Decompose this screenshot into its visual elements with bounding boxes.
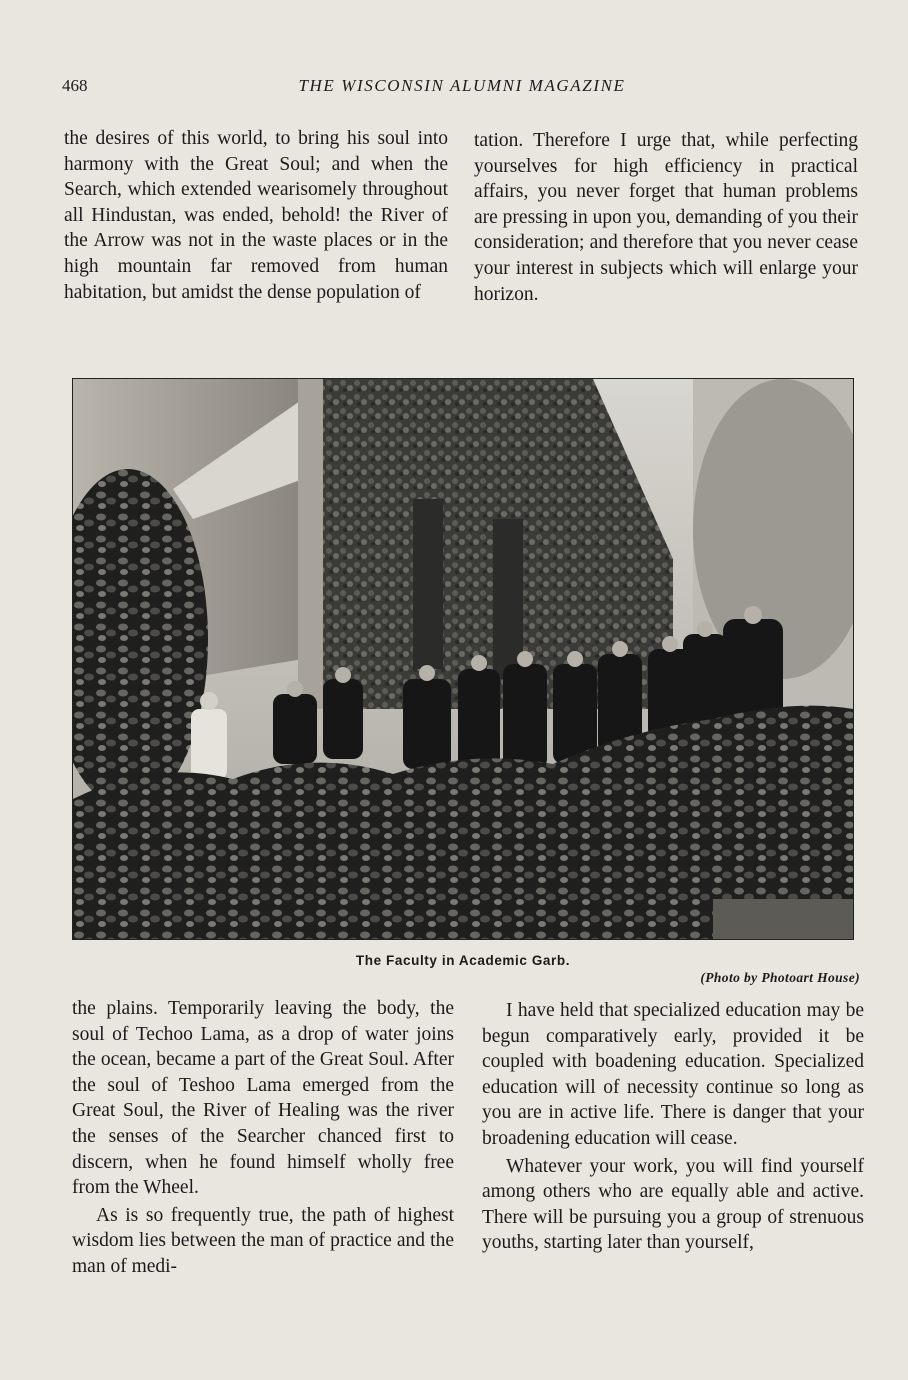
- column-top-right: [474, 128, 858, 307]
- faculty-photograph: [72, 378, 854, 940]
- paragraph: Whatever your work, you will find yourself among others who are equally able and active. There will be pursuing you a group of strenuous youths, starting later than yourself,: [482, 1155, 864, 1254]
- paragraph: As is so frequently true, the path of highest wisdom lies between the man of practice and the man of medi-: [72, 1204, 454, 1277]
- paragraph: I have held that specialized education may be begun comparatively early, provided it be coupled with boadening education. Specialized education will of necessity continue so long as you are in active life. There is danger that your broadening education will cease.: [482, 1000, 864, 1149]
- column-bottom-right: [482, 998, 864, 1256]
- paragraph: the desires of this world, to bring his soul into harmony with the Great Soul; and when the Search, which extended wearisomely throughout all Hindustan, was ended, behold! the River of the Arrow was not in the waste places or in the high mountain far removed from human habitation, but amidst the dense population of: [64, 128, 448, 303]
- paragraph: the plains. Temporarily leaving the body, the soul of Techoo Lama, as a drop of water joins the ocean, became a part of the Great Soul. After the soul of Teshoo Lama emerged from the Great Soul, the River of Healing was the river the senses of the Searcher chanced first to discern, when he found himself wholly free from the Wheel.: [72, 998, 454, 1199]
- photo-caption: The Faculty in Academic Garb.: [355, 953, 571, 968]
- page-number: 468: [62, 76, 88, 95]
- running-title: THE WISCONSIN ALUMNI MAGAZINE: [298, 76, 626, 95]
- column-top-left: [64, 126, 448, 305]
- photo-credit: (Photo by Photoart House): [700, 970, 860, 985]
- paragraph: tation. Therefore I urge that, while perfecting yourselves for high efficiency in practical affairs, you never forget that human problems are pressing in upon you, demanding of you their consideration; and therefore that you never cease your interest in subjects which will enlarge your horizon.: [474, 130, 858, 305]
- page-header: [62, 76, 862, 102]
- column-bottom-left: [72, 996, 454, 1280]
